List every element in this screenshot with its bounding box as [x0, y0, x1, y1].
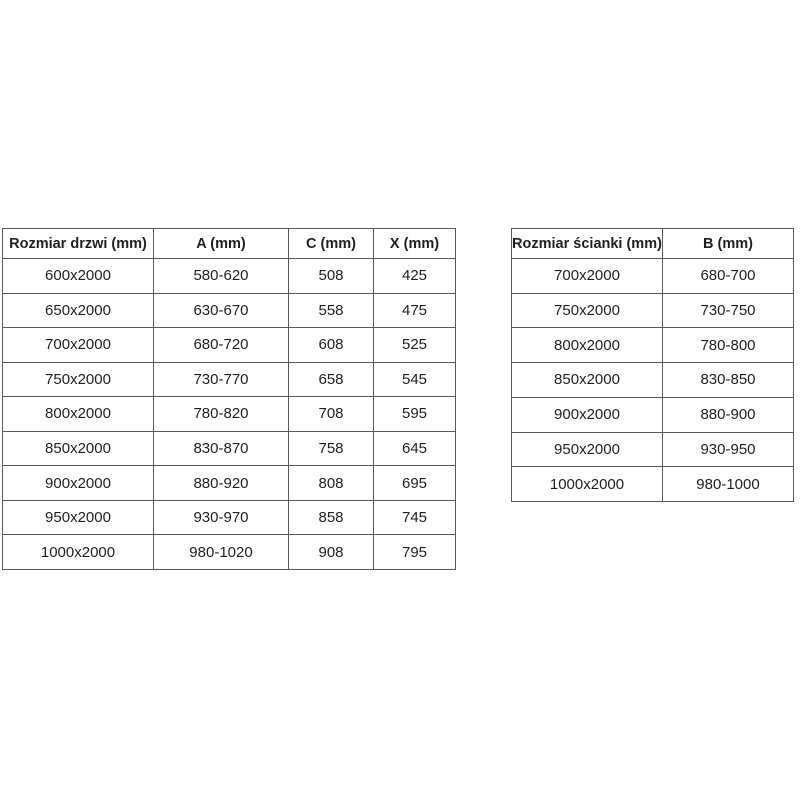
table-row	[512, 259, 794, 294]
table-row	[512, 328, 794, 363]
table-cell: 658	[289, 362, 374, 397]
door-size-table	[2, 228, 456, 570]
table-row	[512, 397, 794, 432]
table-cell: 950x2000	[512, 432, 663, 467]
table-cell: 745	[374, 500, 456, 535]
table-cell: 800x2000	[3, 397, 154, 432]
table-cell: 930-950	[663, 432, 794, 467]
table-cell: 525	[374, 328, 456, 363]
column-header: B (mm)	[663, 229, 794, 259]
table-cell: 730-750	[663, 293, 794, 328]
table-cell: 900x2000	[3, 466, 154, 501]
table-cell: 1000x2000	[512, 467, 663, 502]
column-header: A (mm)	[154, 229, 289, 259]
table-cell: 780-800	[663, 328, 794, 363]
table-row	[512, 432, 794, 467]
table-cell: 930-970	[154, 500, 289, 535]
table-cell: 880-900	[663, 397, 794, 432]
table-cell: 980-1020	[154, 535, 289, 570]
table-row	[3, 362, 456, 397]
column-header: C (mm)	[289, 229, 374, 259]
table-cell: 695	[374, 466, 456, 501]
table-row	[3, 328, 456, 363]
table-cell: 900x2000	[512, 397, 663, 432]
column-header: Rozmiar ścianki (mm)	[512, 229, 663, 259]
table-row	[3, 259, 456, 294]
table-cell: 580-620	[154, 259, 289, 294]
table-row	[3, 466, 456, 501]
table-cell: 750x2000	[512, 293, 663, 328]
table-cell: 475	[374, 293, 456, 328]
table-cell: 1000x2000	[3, 535, 154, 570]
table-cell: 908	[289, 535, 374, 570]
table-cell: 680-720	[154, 328, 289, 363]
table-cell: 700x2000	[3, 328, 154, 363]
table-cell: 600x2000	[3, 259, 154, 294]
table-cell: 858	[289, 500, 374, 535]
table-cell: 950x2000	[3, 500, 154, 535]
table-cell: 545	[374, 362, 456, 397]
table-cell: 758	[289, 431, 374, 466]
table-cell: 795	[374, 535, 456, 570]
table-cell: 508	[289, 259, 374, 294]
table-cell: 750x2000	[3, 362, 154, 397]
column-header: Rozmiar drzwi (mm)	[3, 229, 154, 259]
table-cell: 608	[289, 328, 374, 363]
table-cell: 850x2000	[512, 363, 663, 398]
table-cell: 850x2000	[3, 431, 154, 466]
table-cell: 708	[289, 397, 374, 432]
wall-size-table	[511, 228, 794, 502]
table-cell: 630-670	[154, 293, 289, 328]
table-row	[512, 467, 794, 502]
table-cell: 680-700	[663, 259, 794, 294]
table-row	[3, 431, 456, 466]
table-cell: 650x2000	[3, 293, 154, 328]
table-cell: 558	[289, 293, 374, 328]
column-header: X (mm)	[374, 229, 456, 259]
table-cell: 595	[374, 397, 456, 432]
table-cell: 980-1000	[663, 467, 794, 502]
table-cell: 830-870	[154, 431, 289, 466]
table-row	[512, 293, 794, 328]
table-row	[512, 363, 794, 398]
table-cell: 800x2000	[512, 328, 663, 363]
table-cell: 880-920	[154, 466, 289, 501]
table-cell: 645	[374, 431, 456, 466]
table-row	[3, 535, 456, 570]
header-row	[3, 229, 456, 259]
header-row	[512, 229, 794, 259]
table-cell: 700x2000	[512, 259, 663, 294]
table-cell: 730-770	[154, 362, 289, 397]
table-cell: 780-820	[154, 397, 289, 432]
table-row	[3, 500, 456, 535]
table-row	[3, 293, 456, 328]
table-cell: 830-850	[663, 363, 794, 398]
table-cell: 425	[374, 259, 456, 294]
table-cell: 808	[289, 466, 374, 501]
table-row	[3, 397, 456, 432]
